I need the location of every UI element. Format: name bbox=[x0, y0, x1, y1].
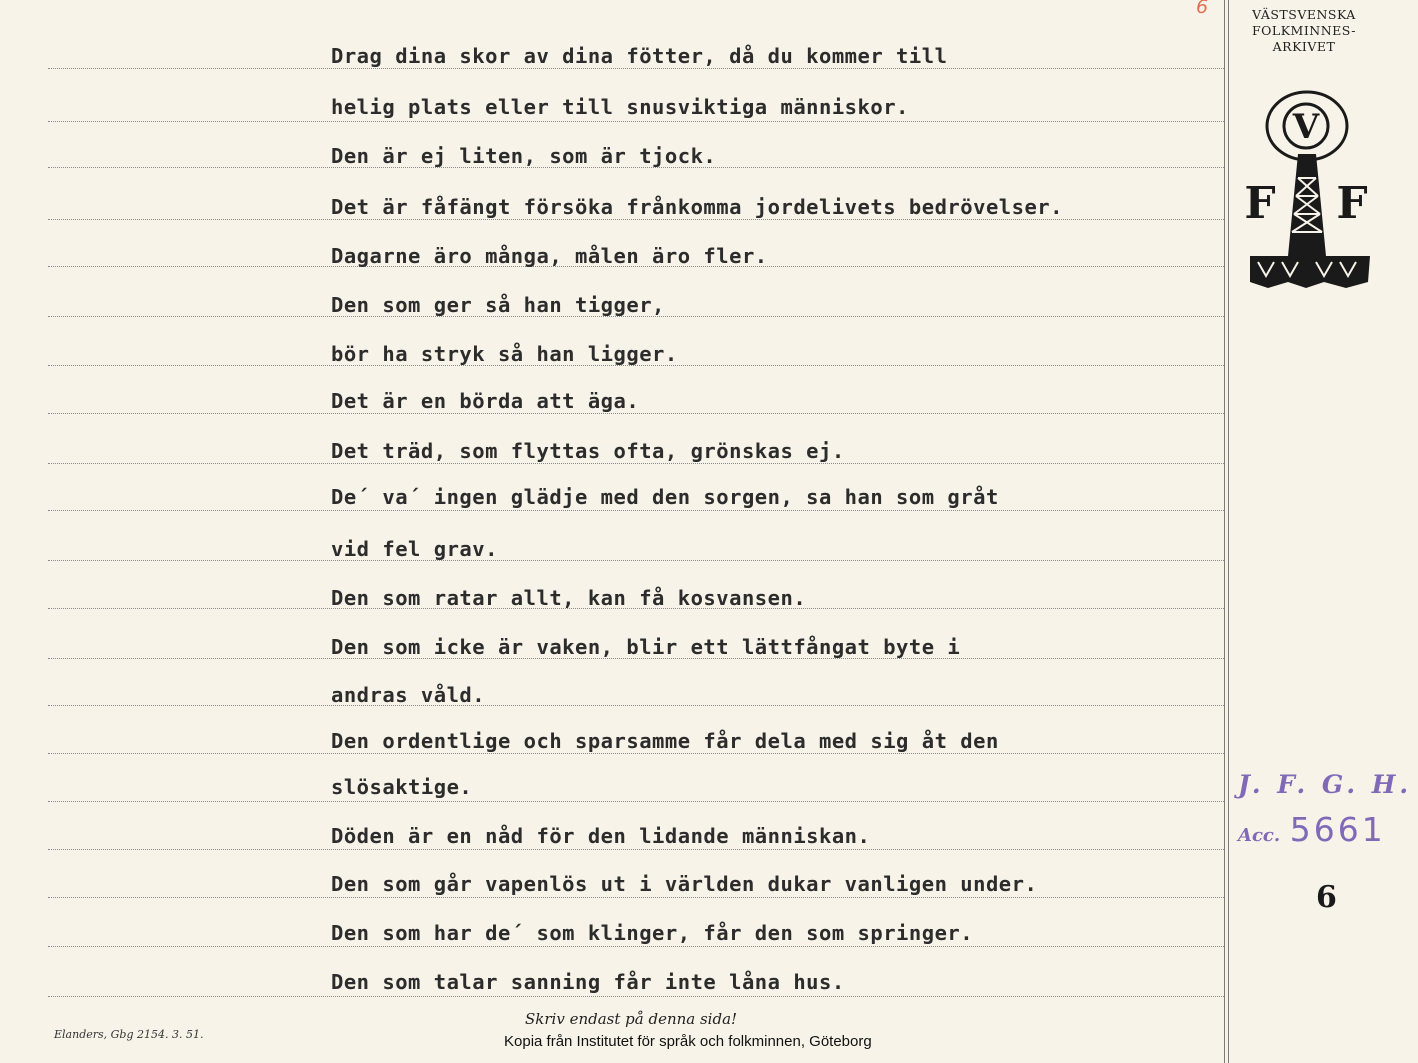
archive-logo-icon bbox=[1240, 88, 1374, 292]
ruled-line bbox=[48, 705, 1224, 706]
accession-number: 5661 bbox=[1289, 810, 1386, 849]
printer-mark: Elanders, Gbg 2154. 3. 51. bbox=[54, 1028, 204, 1041]
ruled-line bbox=[48, 849, 1224, 850]
ruled-line bbox=[48, 121, 1224, 122]
page-number: 6 bbox=[1316, 880, 1337, 915]
typed-line: Den som ratar allt, kan få kosvansen. bbox=[331, 586, 807, 610]
typed-line: Den som ger så han tigger, bbox=[331, 293, 665, 317]
typed-line: Den ordentlige och sparsamme får dela med sig åt den bbox=[331, 729, 999, 753]
ruled-line bbox=[48, 946, 1224, 947]
margin-divider-line bbox=[1228, 0, 1229, 1063]
ruled-line bbox=[48, 753, 1224, 754]
logo-letter-f-right: F bbox=[1336, 178, 1368, 229]
typed-line: Den är ej liten, som är tjock. bbox=[331, 144, 717, 168]
typed-line: De´ va´ ingen glädje med den sorgen, sa han som gråt bbox=[331, 485, 999, 509]
margin-divider-line bbox=[1224, 0, 1225, 1063]
typed-line: Det är en börda att äga. bbox=[331, 389, 640, 413]
ruled-line bbox=[48, 560, 1224, 561]
ruled-line bbox=[48, 413, 1224, 414]
typed-line: helig plats eller till snusviktiga människor. bbox=[331, 95, 909, 119]
ruled-line bbox=[48, 897, 1224, 898]
logo-letter-f-left: F bbox=[1244, 178, 1276, 229]
logo-letter-v: V bbox=[1292, 107, 1320, 147]
ruled-line bbox=[48, 510, 1224, 511]
corner-page-mark: 6 bbox=[1196, 0, 1209, 18]
typed-line: Dagarne äro många, målen äro fler. bbox=[331, 244, 768, 268]
typed-line: Den som har de´ som klinger, får den som springer. bbox=[331, 921, 974, 945]
typed-line: Den som icke är vaken, blir ett lättfångat byte i bbox=[331, 635, 961, 659]
typed-line: Döden är en nåd för den lidande människan. bbox=[331, 824, 871, 848]
archive-name-line: ARKIVET bbox=[1272, 39, 1336, 54]
archive-stamp-accession bbox=[1238, 810, 1386, 849]
archive-name-line: VÄSTSVENSKA bbox=[1252, 7, 1356, 22]
ruled-line bbox=[48, 68, 1224, 69]
ruled-line bbox=[48, 463, 1224, 464]
accession-label: Acc. bbox=[1238, 825, 1281, 846]
ruled-line bbox=[48, 801, 1224, 802]
typed-line: Det träd, som flyttas ofta, grönskas ej. bbox=[331, 439, 845, 463]
archive-stamp-initials: J. F. G. H. bbox=[1238, 770, 1413, 799]
typed-line: Den som går vapenlös ut i världen dukar vanligen under. bbox=[331, 872, 1038, 896]
typed-line: Drag dina skor av dina fötter, då du kommer till bbox=[331, 44, 948, 68]
typed-line: Den som talar sanning får inte låna hus. bbox=[331, 970, 845, 994]
ruled-line bbox=[48, 996, 1224, 997]
footer-instruction: Skriv endast på denna sida! bbox=[525, 1010, 738, 1028]
typed-line: andras våld. bbox=[331, 683, 486, 707]
typed-line: slösaktige. bbox=[331, 775, 473, 799]
archive-name-line: FOLKMINNES- bbox=[1251, 23, 1357, 38]
typed-line: Det är fåfängt försöka frånkomma jordelivets bedrövelser. bbox=[331, 195, 1063, 219]
ruled-line bbox=[48, 219, 1224, 220]
typed-line: vid fel grav. bbox=[331, 537, 498, 561]
typed-line: bör ha stryk så han ligger. bbox=[331, 342, 678, 366]
archive-name bbox=[1244, 7, 1364, 55]
copy-notice: Kopia från Institutet för språk och folkminnen, Göteborg bbox=[504, 1033, 872, 1050]
